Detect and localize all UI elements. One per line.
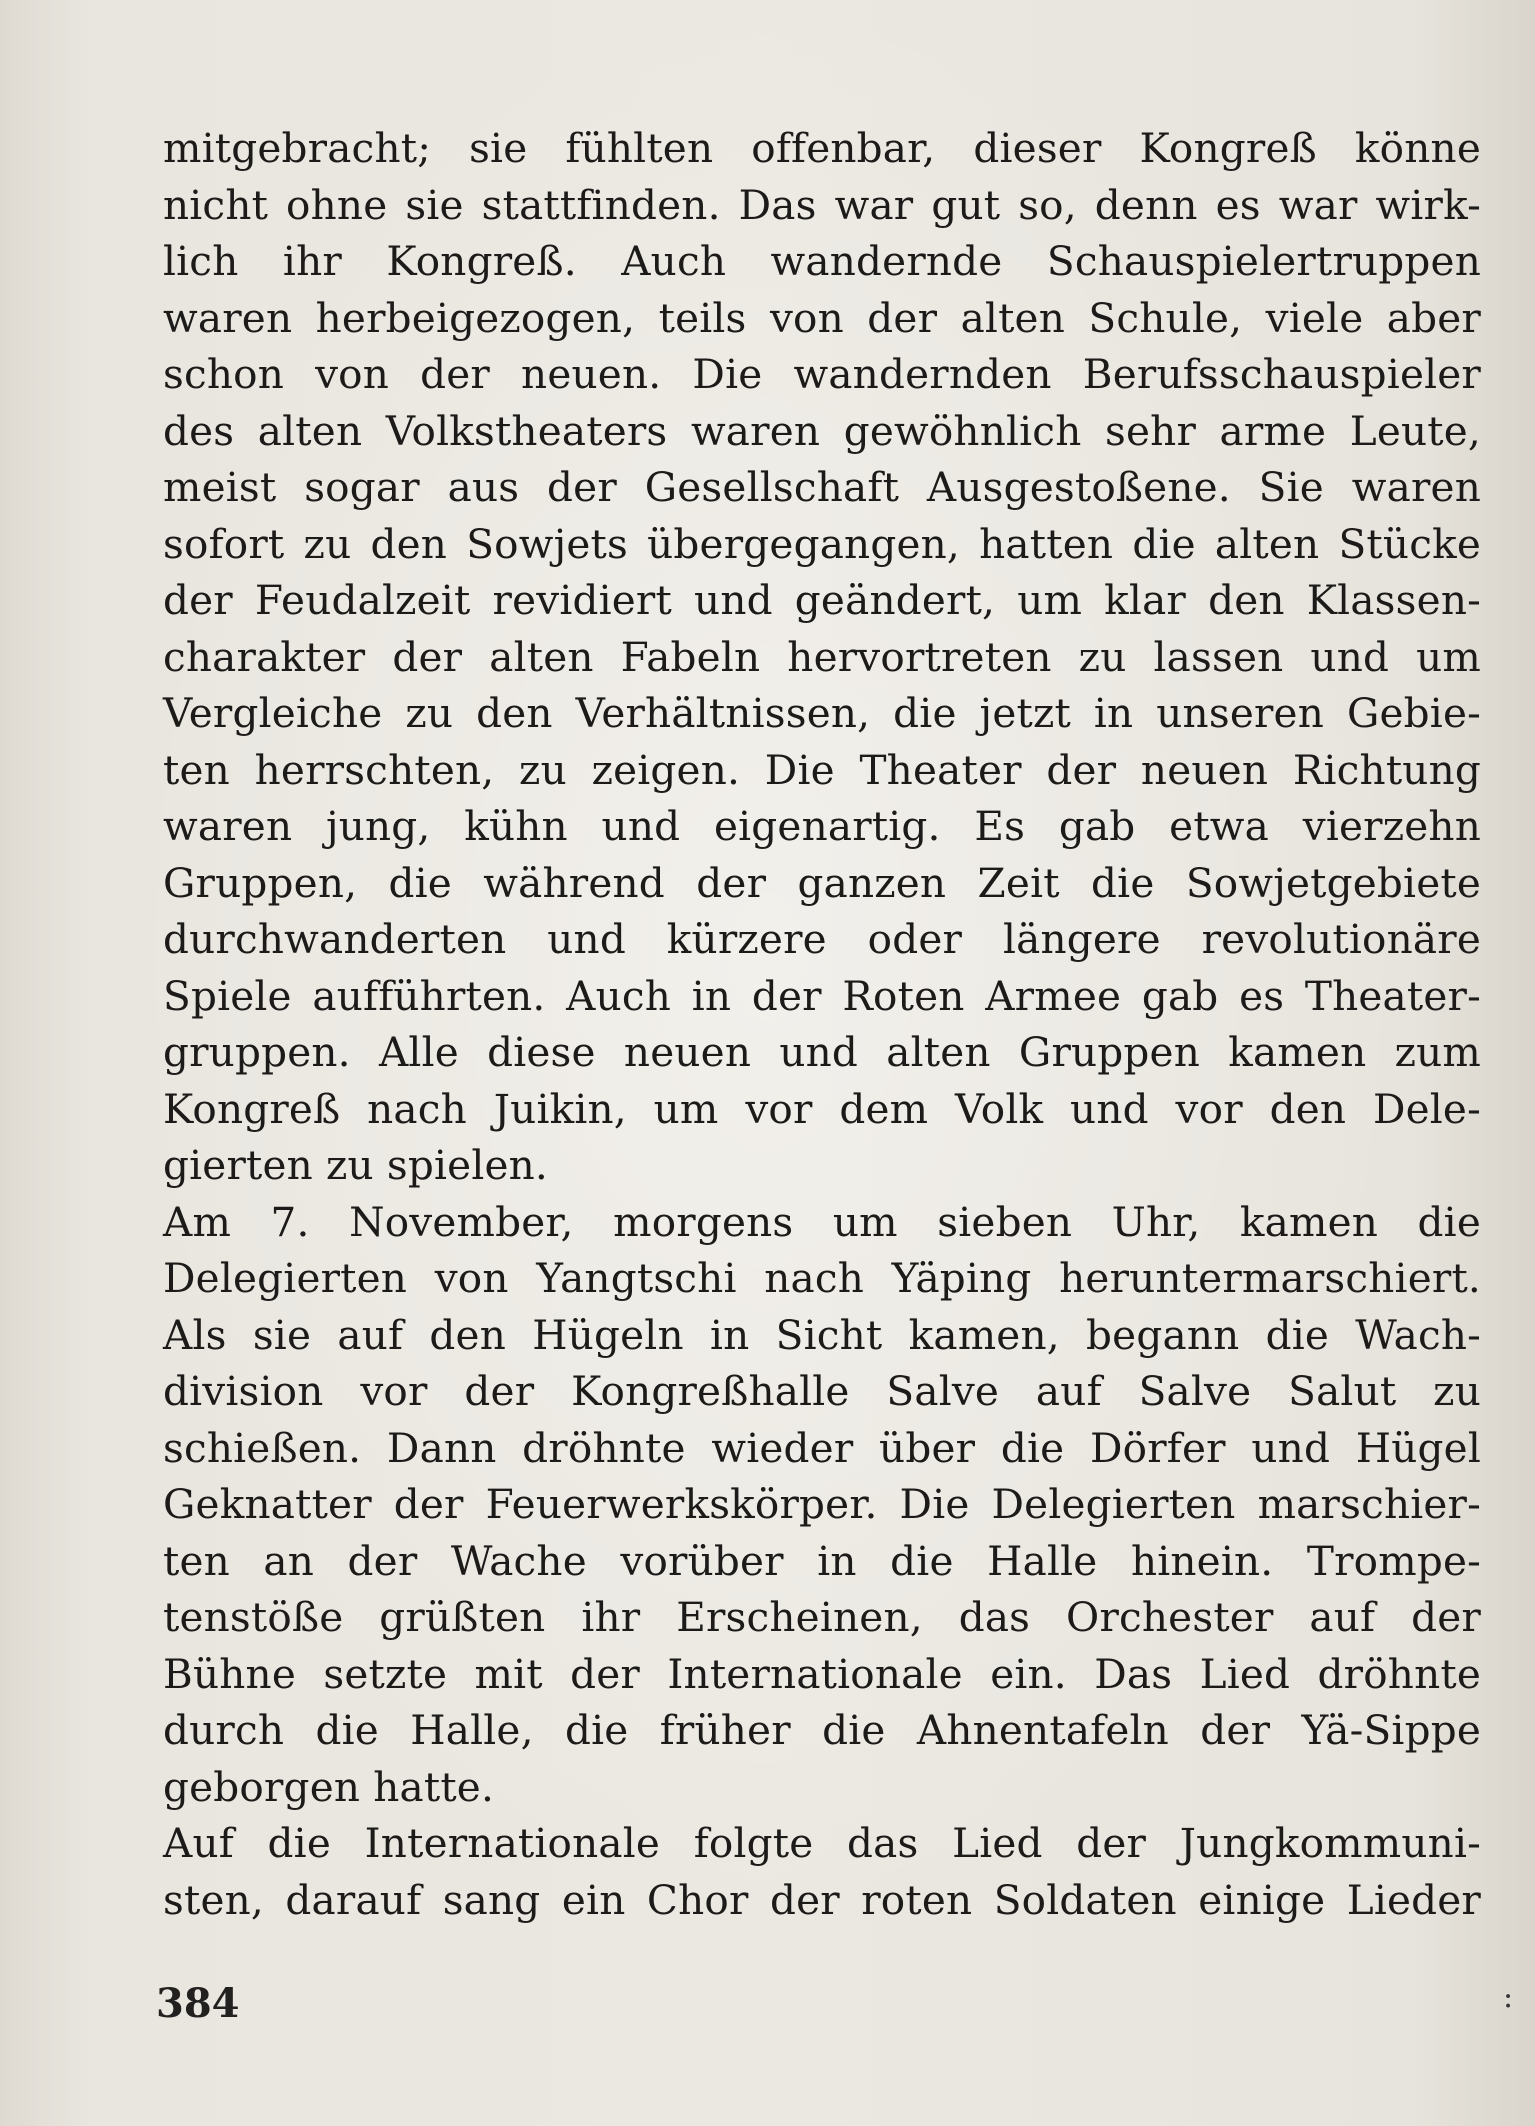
text-line: waren herbeigezogen, teils von der alten Schule, viele aber [163,293,1481,342]
text-line: Auf die Internationale folgte das Lied der Jungkommuni- [163,1819,1481,1867]
text-line: der Feudalzeit revidiert und geändert, um klar den Klassen- [163,576,1481,624]
text-line: gruppen. Alle diese neuen und alten Gruppen kamen zum [163,1028,1481,1076]
text-line: Kongreß nach Juikin, um vor dem Volk und vor den Dele- [163,1084,1481,1133]
text-line: division vor der Kongreßhalle Salve auf Salve Salut zu [163,1367,1481,1415]
text-line: Geknatter der Feuerwerkskörper. Die Delegierten marschier- [163,1480,1481,1528]
text-line: gierten zu spielen. [163,1141,549,1189]
text-line: sofort zu den Sowjets übergegangen, hatten die alten Stücke [163,519,1481,568]
text-line: mitgebracht; sie fühlten offenbar, dieser Kongreß könne [163,124,1481,172]
text-line: Als sie auf den Hügeln in Sicht kamen, begann die Wach- [163,1310,1481,1359]
text-line: durch die Halle, die früher die Ahnentafeln der Yä-Sippe [163,1706,1481,1754]
text-line: schon von der neuen. Die wandernden Berufsschauspieler [163,350,1481,398]
text-line: ten herrschten, zu zeigen. Die Theater der neuen Richtung [163,745,1481,794]
text-line: Spiele aufführten. Auch in der Roten Armee gab es Theater- [163,971,1481,1020]
text-line: schießen. Dann dröhnte wieder über die Dörfer und Hügel [163,1423,1481,1472]
text-line: geborgen hatte. [163,1762,495,1811]
text-line: Gruppen, die während der ganzen Zeit die Sowjetgebiete [163,858,1481,907]
body-text [163,120,1481,1928]
text-line: sten, darauf sang ein Chor der roten Soldaten einige Lieder [163,1875,1481,1924]
text-line: tenstöße grüßten ihr Erscheinen, das Orchester auf der [163,1593,1481,1641]
text-line: Am 7. November, morgens um sieben Uhr, kamen die [163,1197,1481,1246]
text-line: charakter der alten Fabeln hervortreten zu lassen und um [163,632,1481,681]
text-line: durchwanderten und kürzere oder längere revolutionäre [163,915,1481,963]
text-line: meist sogar aus der Gesellschaft Ausgestoßene. Sie waren [163,463,1481,511]
text-line: nicht ohne sie stattfinden. Das war gut so, denn es war wirk- [163,180,1481,229]
text-line: waren jung, kühn und eigenartig. Es gab etwa vierzehn [163,802,1481,850]
text-line: des alten Volkstheaters waren gewöhnlich sehr arme Leute, [163,406,1481,455]
text-line: Bühne setzte mit der Internationale ein. Das Lied dröhnte [163,1649,1481,1698]
text-line: Vergleiche zu den Verhältnissen, die jetzt in unseren Gebie- [163,689,1481,737]
text-line: Delegierten von Yangtschi nach Yäping heruntermarschiert. [163,1254,1481,1302]
text-line: ten an der Wache vorüber in die Halle hinein. Trompe- [163,1536,1481,1585]
page-number: 384 [156,1980,240,2027]
text-line: lich ihr Kongreß. Auch wandernde Schauspielertruppen [163,237,1481,285]
margin-mark: : [1503,1980,1514,2015]
